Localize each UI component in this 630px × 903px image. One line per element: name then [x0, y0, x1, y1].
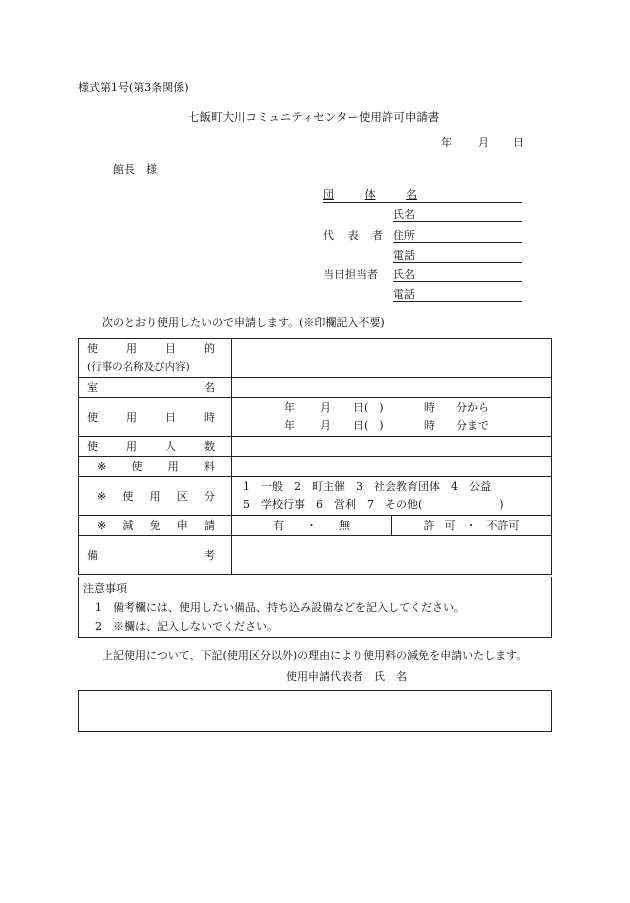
intro-text: 次のとおり使用したいので申請します。(※印欄記入不要): [102, 316, 385, 329]
page-title: 七飯町大川コミュニティセンター使用許可申請書: [188, 110, 440, 124]
fee-field: [232, 457, 552, 477]
rep-name-label: 氏名: [393, 208, 415, 221]
date-day: 日: [513, 136, 524, 149]
reduction-field: [232, 516, 552, 536]
rep-phone-line[interactable]: [393, 262, 522, 263]
note-item-1: 1 備考欄には、使用したい備品、持ち込み設備などを記入してください。: [95, 601, 465, 614]
note-item-2: 2 ※欄は、記入しないでください。: [95, 620, 278, 633]
datetime-label: 使 用 日 時: [79, 398, 232, 437]
reduction-label: ※ 減 免 申 請: [79, 516, 232, 536]
people-label: 使 用 人 数: [79, 437, 232, 457]
fee-label: ※ 使 用 料: [79, 457, 232, 477]
day-person-name-label: 氏名: [393, 268, 415, 281]
reduction-permit: 許 可 ・ 不許可: [423, 519, 520, 532]
category-field: 1 一般 2 町主催 3 社会教育団体 4 公益 5 学校行事 6 営利 7 その他( ): [232, 477, 552, 516]
reduction-statement: 上記使用について、下記(使用区分以外)の理由により使用料の減免を申請いたします。: [102, 649, 528, 662]
day-person-phone-line[interactable]: [393, 301, 522, 302]
rep-label: 代 表 者: [323, 229, 383, 242]
rep-address-line[interactable]: [393, 242, 522, 243]
day-person-phone-label: 電話: [393, 288, 415, 301]
purpose-field[interactable]: [232, 339, 552, 378]
date-month: 月: [478, 136, 489, 149]
notes-heading: 注意事項: [83, 582, 127, 595]
day-person-name-line[interactable]: [393, 281, 522, 282]
purpose-label: 使 用 目 的 (行事の名称及び内容): [79, 339, 232, 378]
addressee: 館長 様: [113, 163, 157, 176]
remarks-field[interactable]: [232, 536, 552, 575]
people-field[interactable]: [232, 437, 552, 457]
group-label: 団 体 名: [323, 188, 417, 201]
datetime-from: 年 月 日( ) 時 分から: [284, 401, 489, 414]
category-label: ※ 使 用 区 分: [79, 477, 232, 516]
datetime-field[interactable]: [232, 398, 552, 437]
rep-address-label: 住所: [393, 229, 415, 242]
rep-phone-label: 電話: [393, 249, 415, 262]
reduction-yesno: 有 ・ 無: [232, 516, 392, 535]
remarks-label: 備 考: [79, 536, 232, 575]
signature-line: 使用申請代表者 氏 名: [286, 670, 407, 683]
application-table: [78, 338, 552, 575]
rep-name-line[interactable]: [393, 221, 522, 222]
reduction-reason-box[interactable]: [78, 690, 552, 732]
room-label: 室 名: [79, 378, 232, 398]
datetime-to: 年 月 日( ) 時 分まで: [284, 419, 489, 432]
date-year: 年: [441, 136, 452, 149]
form-number: 様式第1号(第3条関係): [78, 81, 189, 94]
notes-box: [78, 577, 552, 638]
day-person-label: 当日担当者: [323, 268, 378, 281]
group-name-line[interactable]: [323, 202, 522, 203]
room-field[interactable]: [232, 378, 552, 398]
